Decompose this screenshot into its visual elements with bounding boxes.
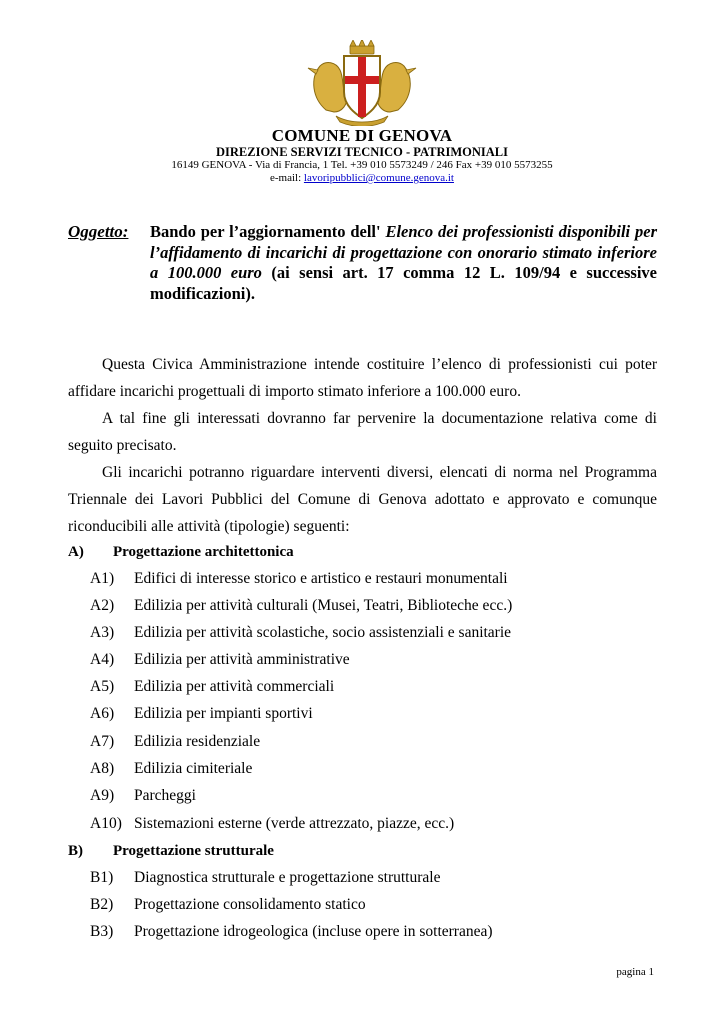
paragraph-text: Questa Civica Amministrazione intende costituire l’elenco di professionisti cui poter affidare incarichi progettuali di importo stimato inferiore a 100.000 euro. (68, 356, 657, 400)
item-text: Edilizia residenziale (134, 733, 261, 750)
item-code: A9) (90, 787, 115, 804)
list-item (90, 896, 366, 914)
item-text: Edifici di interesse storico e artistico e restauri monumentali (134, 570, 508, 587)
paragraph-3 (68, 459, 657, 540)
email-label: e-mail: (270, 172, 304, 184)
subject-text (150, 222, 657, 304)
item-code: A5) (90, 678, 115, 695)
page-title: COMUNE DI GENOVA (271, 126, 453, 145)
section-code: A) (68, 544, 84, 560)
section-heading (68, 843, 274, 860)
section-code: B) (68, 843, 83, 859)
item-code: A4) (90, 651, 115, 668)
list-item (90, 869, 440, 887)
list-item (90, 678, 334, 696)
paragraph-2 (68, 405, 657, 459)
item-code: B1) (90, 869, 114, 886)
list-item (90, 923, 493, 941)
item-code: A10) (90, 815, 122, 832)
paragraph-1 (68, 351, 657, 405)
item-text: Edilizia per attività culturali (Musei, Teatri, Biblioteche ecc.) (134, 597, 513, 614)
item-code: A7) (90, 733, 115, 750)
list-item (90, 570, 508, 588)
item-code: A6) (90, 705, 115, 722)
item-text: Edilizia per attività scolastiche, socio assistenziali e sanitarie (134, 624, 512, 641)
paragraph-text: A tal fine gli interessati dovranno far pervenire la documentazione relativa come di seguito precisato. (68, 410, 657, 454)
section-heading (68, 544, 294, 561)
item-code: A8) (90, 760, 115, 777)
subject-italic: Elenco dei professionisti disponibili per l’affidamento di incarichi di progettazione con onorario stimato inferiore a 100.000 euro (150, 222, 657, 282)
item-code: A2) (90, 597, 115, 614)
paragraph-text: Gli incarichi potranno riguardare interventi diversi, elencati di norma nel Programma Triennale dei Lavori Pubblici del Comune di Genova adottato e approvato e comunque riconducibili alle attività (tipologie) seguenti: (68, 464, 657, 535)
item-text: Edilizia per impianti sportivi (134, 705, 313, 722)
item-text: Diagnostica strutturale e progettazione strutturale (134, 869, 441, 886)
item-code: A1) (90, 570, 115, 587)
subject-part2: (ai sensi art. 17 comma 12 L. 109/94 e successive modificazioni). (150, 263, 657, 303)
item-text: Edilizia per attività commerciali (134, 678, 335, 695)
contact-email-line (0, 172, 724, 184)
section-title: Progettazione strutturale (113, 843, 274, 859)
department-name: DIREZIONE SERVIZI TECNICO - PATRIMONIALI (216, 145, 508, 159)
item-code: B3) (90, 923, 114, 940)
subject-part1: Bando per l’aggiornamento dell' (150, 222, 386, 241)
item-text: Edilizia cimiteriale (134, 760, 253, 777)
list-item (90, 815, 454, 833)
item-text: Sistemazioni esterne (verde attrezzato, piazze, ecc.) (134, 815, 455, 832)
email-link[interactable]: lavoripubblici@comune.genova.it (303, 172, 454, 184)
item-text: Edilizia per attività amministrative (134, 651, 350, 668)
contact-address: 16149 GENOVA - Via di Francia, 1 Tel. +39 010 5573249 / 246 Fax +39 010 5573255 (171, 159, 553, 171)
page-number: pagina 1 (616, 966, 654, 978)
list-item (90, 651, 350, 669)
list-item (90, 787, 196, 805)
list-item (90, 597, 512, 615)
list-item (90, 705, 313, 723)
section-title: Progettazione architettonica (113, 544, 294, 560)
item-text: Progettazione idrogeologica (incluse opere in sotterranea) (134, 923, 493, 940)
list-item (90, 733, 260, 751)
list-item (90, 624, 511, 642)
city-crest-icon (306, 40, 418, 126)
item-text: Parcheggi (134, 787, 196, 804)
item-text: Progettazione consolidamento statico (134, 896, 366, 913)
item-code: B2) (90, 896, 114, 913)
list-item (90, 760, 252, 778)
item-code: A3) (90, 624, 115, 641)
subject-label: Oggetto: (68, 222, 129, 241)
